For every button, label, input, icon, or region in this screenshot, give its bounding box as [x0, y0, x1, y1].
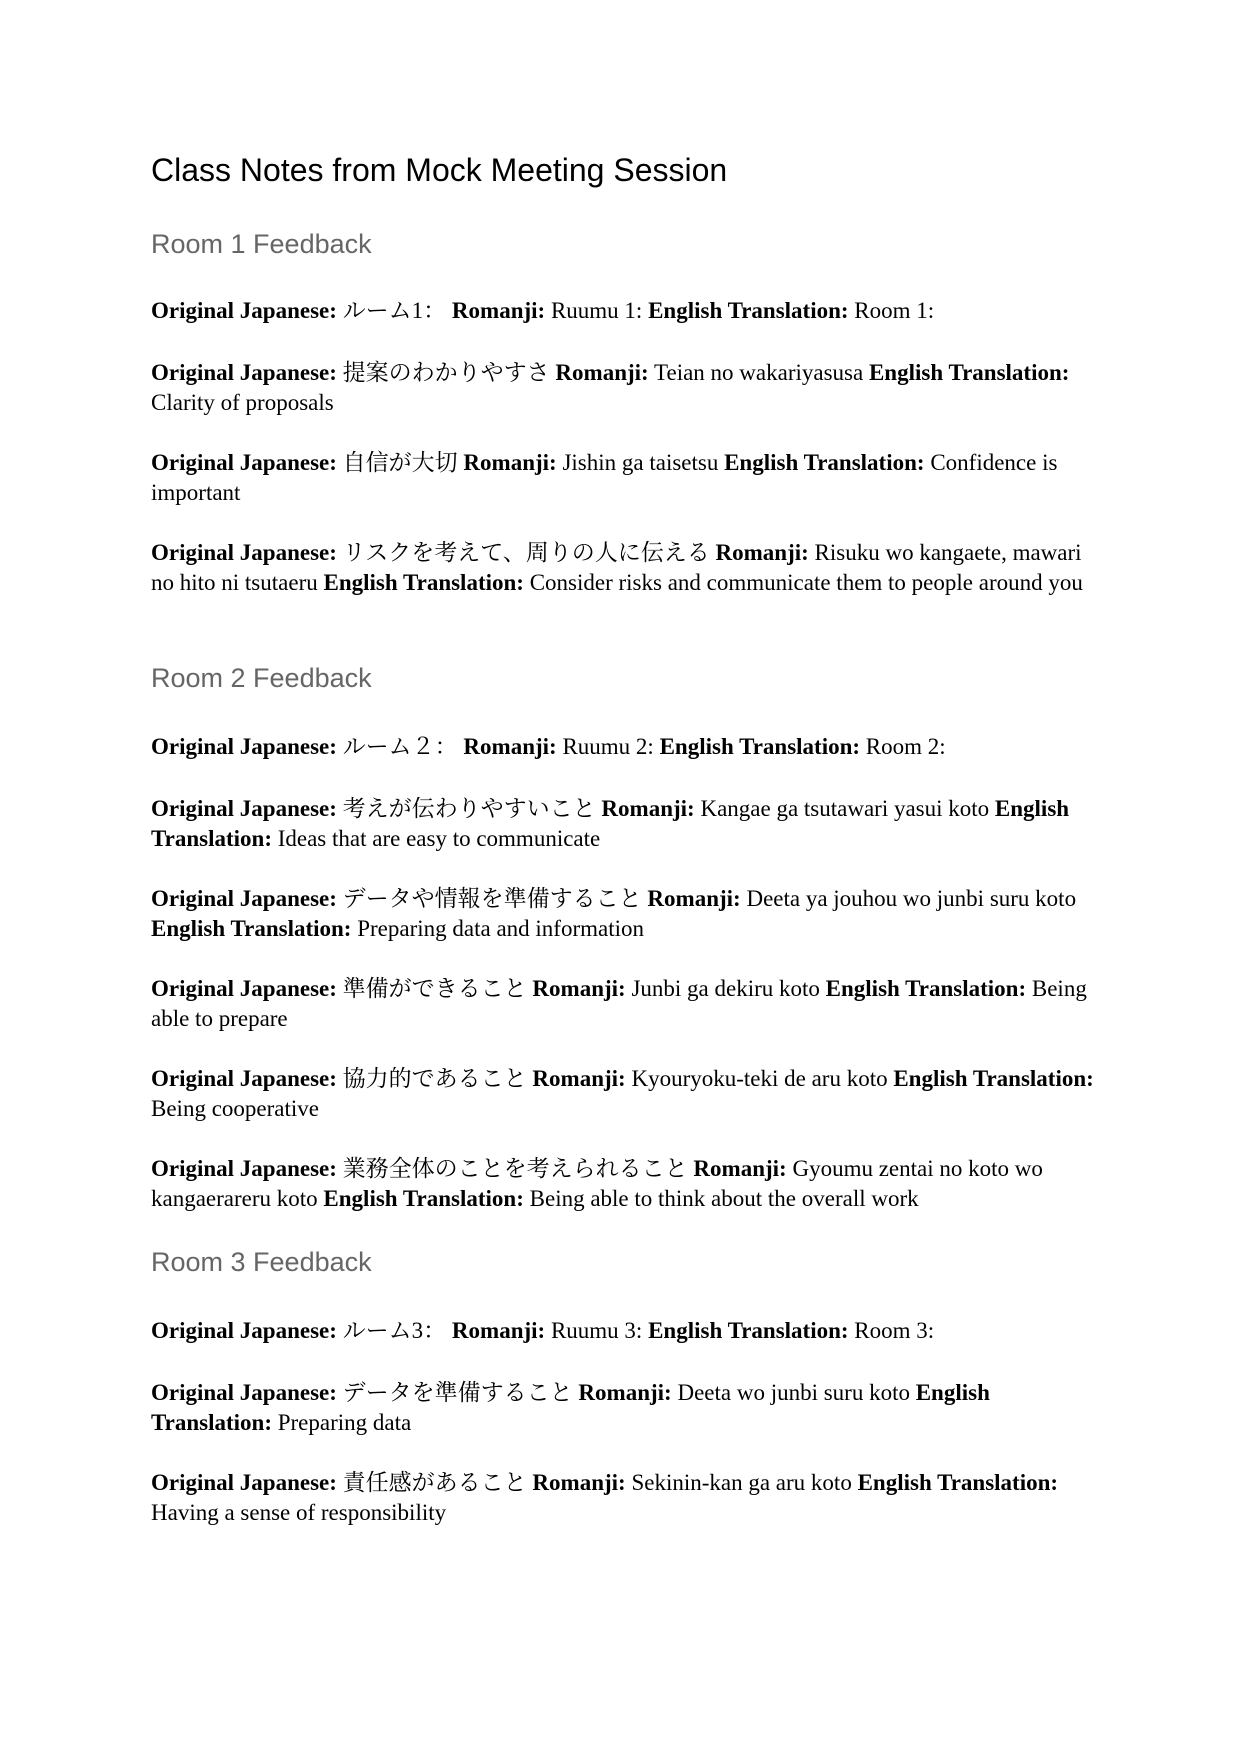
- english-text: Consider risks and communicate them to people around you: [529, 570, 1083, 595]
- romanji-label: Romanji:: [715, 540, 809, 565]
- japanese-text: 責任感があること: [342, 1470, 527, 1495]
- english-text: Preparing data and information: [357, 916, 644, 941]
- japanese-label: Original Japanese:: [151, 976, 337, 1001]
- japanese-label: Original Japanese:: [151, 360, 337, 385]
- english-label: English Translation:: [323, 570, 524, 595]
- english-text: Having a sense of responsibility: [151, 1500, 447, 1525]
- english-text: Being cooperative: [151, 1096, 319, 1121]
- english-text: Room 2:: [865, 734, 946, 759]
- english-label: English Translation:: [857, 1470, 1059, 1495]
- romanji-text: Deeta wo junbi suru koto: [677, 1380, 910, 1405]
- romanji-label: Romanji:: [451, 298, 546, 323]
- feedback-entry: [151, 1064, 1101, 1124]
- english-text: Confidence is important: [151, 450, 1058, 505]
- romanji-text: Junbi ga dekiru koto: [631, 976, 820, 1001]
- english-label: English Translation:: [323, 1186, 524, 1211]
- feedback-entry: [151, 1378, 1101, 1438]
- romanji-label: Romanji:: [532, 1066, 626, 1091]
- english-text: Ideas that are easy to communicate: [277, 826, 601, 851]
- japanese-text: 業務全体のことを考えられること: [342, 1156, 688, 1181]
- english-label: English Translation:: [648, 298, 849, 323]
- romanji-label: Romanji:: [463, 734, 557, 759]
- japanese-text: 考えが伝わりやすいこと: [342, 796, 596, 821]
- romanji-text: Ruumu 1:: [550, 298, 643, 323]
- section-heading-room-3: Room 3 Feedback: [151, 1247, 372, 1277]
- romanji-text: Risuku wo kangaete, mawari no hito ni tsutaeru: [151, 540, 1082, 595]
- japanese-label: Original Japanese:: [151, 886, 337, 911]
- romanji-label: Romanji:: [532, 976, 626, 1001]
- feedback-entry: [151, 448, 1101, 508]
- japanese-label: Original Japanese:: [151, 734, 337, 759]
- english-text: Clarity of proposals: [151, 390, 334, 415]
- section-heading-room-2: Room 2 Feedback: [151, 663, 372, 693]
- english-label: English Translation:: [825, 976, 1027, 1001]
- romanji-text: Jishin ga taisetsu: [562, 450, 719, 475]
- romanji-text: Kyouryoku-teki de aru koto: [631, 1066, 888, 1091]
- japanese-text: 協力的であること: [342, 1066, 527, 1091]
- feedback-entry: [151, 732, 1101, 762]
- english-label: English Translation:: [868, 360, 1070, 385]
- japanese-text: ルーム1：: [342, 298, 447, 323]
- romanji-label: Romanji:: [693, 1156, 787, 1181]
- romanji-label: Romanji:: [532, 1470, 626, 1495]
- japanese-text: 準備ができること: [342, 976, 527, 1001]
- japanese-text: データを準備すること: [342, 1380, 573, 1405]
- feedback-entry: [151, 296, 1101, 326]
- feedback-entry: [151, 1316, 1101, 1346]
- feedback-entry: [151, 884, 1101, 944]
- english-label: English Translation:: [893, 1066, 1094, 1091]
- romanji-label: Romanji:: [601, 796, 695, 821]
- english-text: Room 1:: [854, 298, 935, 323]
- japanese-text: 自信が大切: [342, 450, 458, 475]
- english-label: English Translation:: [659, 734, 861, 759]
- romanji-label: Romanji:: [578, 1380, 672, 1405]
- romanji-label: Romanji:: [463, 450, 557, 475]
- japanese-label: Original Japanese:: [151, 1318, 337, 1343]
- english-label: English Translation:: [151, 916, 352, 941]
- english-label: English Translation:: [648, 1318, 849, 1343]
- romanji-text: Ruumu 2:: [562, 734, 654, 759]
- romanji-label: Romanji:: [451, 1318, 546, 1343]
- romanji-text: Sekinin-kan ga aru koto: [631, 1470, 852, 1495]
- section-heading-room-1: Room 1 Feedback: [151, 229, 372, 259]
- feedback-entry: [151, 794, 1101, 854]
- japanese-label: Original Japanese:: [151, 298, 337, 323]
- feedback-entry: [151, 974, 1101, 1034]
- japanese-label: Original Japanese:: [151, 1470, 337, 1495]
- japanese-text: 提案のわかりやすさ: [342, 360, 550, 385]
- japanese-text: データや情報を準備すること: [342, 886, 642, 911]
- english-label: English Translation:: [724, 450, 925, 475]
- japanese-text: ルーム２：: [342, 734, 458, 759]
- english-text: Being able to prepare: [151, 976, 1087, 1031]
- romanji-label: Romanji:: [647, 886, 741, 911]
- japanese-label: Original Japanese:: [151, 796, 337, 821]
- japanese-text: ルーム3：: [342, 1318, 447, 1343]
- romanji-label: Romanji:: [555, 360, 649, 385]
- romanji-text: Teian no wakariyasusa: [654, 360, 864, 385]
- japanese-label: Original Japanese:: [151, 540, 337, 565]
- japanese-label: Original Japanese:: [151, 1380, 337, 1405]
- english-label: English Translation:: [151, 1380, 990, 1435]
- romanji-text: Gyoumu zentai no koto wo kangaerareru koto: [151, 1156, 1043, 1211]
- feedback-entry: [151, 1468, 1101, 1528]
- japanese-label: Original Japanese:: [151, 1156, 337, 1181]
- feedback-entry: [151, 1154, 1101, 1214]
- japanese-label: Original Japanese:: [151, 1066, 337, 1091]
- document-title: Class Notes from Mock Meeting Session: [151, 152, 728, 188]
- japanese-text: リスクを考えて、周りの人に伝える: [342, 540, 710, 565]
- japanese-label: Original Japanese:: [151, 450, 337, 475]
- feedback-entry: [151, 358, 1101, 418]
- feedback-entry: [151, 538, 1101, 598]
- english-label: English Translation:: [151, 796, 1070, 851]
- english-text: Room 3:: [854, 1318, 935, 1343]
- english-text: Being able to think about the overall work: [529, 1186, 919, 1211]
- romanji-text: Ruumu 3:: [550, 1318, 643, 1343]
- romanji-text: Deeta ya jouhou wo junbi suru koto: [746, 886, 1077, 911]
- english-text: Preparing data: [277, 1410, 412, 1435]
- romanji-text: Kangae ga tsutawari yasui koto: [700, 796, 990, 821]
